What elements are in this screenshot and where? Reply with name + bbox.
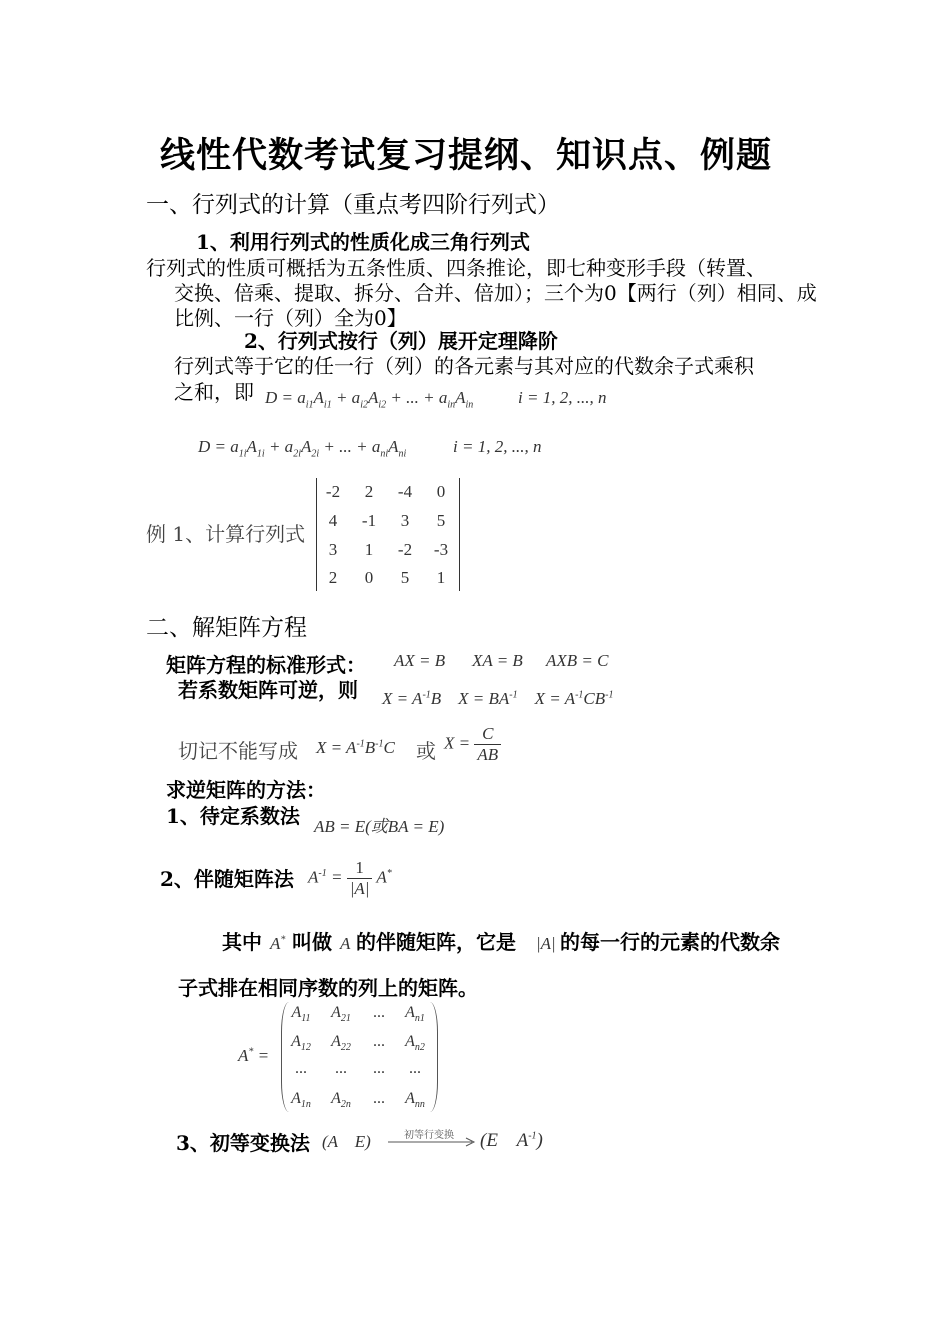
adjugate-desc-3: 的伴随矩阵，它是 bbox=[356, 930, 516, 954]
invertible-label: 若系数矩阵可逆，则 bbox=[178, 678, 358, 702]
det-cell: 0 bbox=[364, 568, 374, 587]
det-cell: -1 bbox=[361, 511, 377, 530]
det-cell: 4 bbox=[328, 511, 338, 530]
example1-label: 例 1、计算行列式 bbox=[146, 522, 306, 546]
det-cell: -4 bbox=[397, 482, 413, 501]
inverse-methods-label: 求逆矩阵的方法： bbox=[166, 778, 326, 802]
det-cell: 2 bbox=[328, 568, 338, 587]
det-a-symbol: |A| bbox=[536, 934, 556, 953]
column-expansion-index: i = 1, 2, ..., n bbox=[453, 437, 542, 456]
matrix-cell: $A_{2n}$ bbox=[331, 1090, 351, 1111]
det-cell: 3 bbox=[400, 511, 410, 530]
det-cell: -2 bbox=[325, 482, 341, 501]
det-cell: 1 bbox=[436, 568, 446, 587]
matrix-cell: ... bbox=[373, 1090, 385, 1107]
det-cell: 5 bbox=[436, 511, 446, 530]
warning-label: 切记不能写成 bbox=[178, 739, 298, 763]
method2-formula: $A^{-1}$ = $\frac{1}{|A|}$ A* bbox=[308, 858, 392, 898]
row-expansion-index: i = 1, 2, ..., n bbox=[518, 388, 607, 407]
method1-label: 1、待定系数法 bbox=[166, 804, 300, 828]
adjugate-matrix-label: A* = bbox=[238, 1046, 270, 1065]
page-title: 线性代数考试复习提纲、知识点、例题 bbox=[160, 135, 773, 176]
adjugate-symbol: A* bbox=[270, 934, 286, 953]
matrix-cell: $A_{12}$ bbox=[291, 1033, 311, 1054]
matrix-cell: $A_{nn}$ bbox=[405, 1090, 425, 1111]
det-cell: -3 bbox=[433, 540, 449, 559]
row-expansion-formula: $D = a_{i1}A_{i1} + a_{i2}A_{i2}$ + ... + $a_{in}A_{in}$ bbox=[265, 388, 474, 411]
standard-form-2: XA = B bbox=[472, 651, 523, 670]
section1-sub2: 2、行列式按行（列）展开定理降阶 bbox=[244, 329, 558, 353]
matrix-cell: $A_{21}$ bbox=[331, 1004, 351, 1025]
matrix-cell: ... bbox=[295, 1060, 307, 1077]
adjugate-desc-2: 叫做 bbox=[292, 930, 332, 954]
section2-heading: 二、解矩阵方程 bbox=[146, 615, 307, 641]
elementary-row-transform-arrow bbox=[376, 1126, 476, 1150]
matrix-cell: ... bbox=[373, 1004, 385, 1021]
warning-wrong-2: X = $\frac{C}{AB}$ bbox=[444, 724, 501, 765]
warning-or: 或 bbox=[416, 739, 436, 763]
matrix-cell: ... bbox=[373, 1060, 385, 1077]
method3-left-matrix: (A E) bbox=[322, 1132, 371, 1151]
det-cell: 2 bbox=[364, 482, 374, 501]
section1-para2-line1: 行列式等于它的任一行（列）的各元素与其对应的代数余子式乘积 bbox=[174, 354, 754, 378]
matrix-cell: $A_{n1}$ bbox=[405, 1004, 425, 1025]
adjugate-matrix bbox=[281, 1002, 438, 1112]
adjugate-desc-4: 的每一行的元素的代数余 bbox=[560, 930, 780, 954]
adjugate-desc-1: 其中 bbox=[222, 930, 262, 954]
section1-para2-line2: 之和，即 bbox=[174, 380, 254, 404]
section1-para1-line1: 行列式的性质可概括为五条性质、四条推论，即七种变形手段（转置、 bbox=[146, 256, 766, 280]
invertible-solutions: $X = A^{-1}B$ $X = BA^{-1}$ $X = A^{-1}CB^{-1}$ bbox=[382, 689, 614, 708]
method2-label: 2、伴随矩阵法 bbox=[160, 867, 294, 891]
section1-para1-line3: 比例、一行（列）全为0】 bbox=[174, 306, 407, 330]
matrix-a-symbol: A bbox=[340, 934, 351, 953]
matrix-cell: ... bbox=[335, 1060, 347, 1077]
matrix-cell: $A_{1n}$ bbox=[291, 1090, 311, 1111]
standard-form-1: AX = B bbox=[394, 651, 446, 670]
det-cell: 5 bbox=[400, 568, 410, 587]
arrow-icon bbox=[388, 1136, 478, 1148]
matrix-cell: $A_{22}$ bbox=[331, 1033, 351, 1054]
method3-right-matrix: (E $A^{-1}$) bbox=[480, 1130, 543, 1151]
matrix-cell: ... bbox=[409, 1060, 421, 1077]
warning-wrong-1: $X = A^{-1}B^{-1}C$ bbox=[316, 738, 395, 757]
method3-label: 3、初等变换法 bbox=[176, 1131, 310, 1155]
determinant bbox=[316, 478, 460, 591]
matrix-cell: ... bbox=[373, 1033, 385, 1050]
adjugate-desc-line2: 子式排在相同序数的列上的矩阵。 bbox=[178, 976, 478, 1000]
det-cell: 0 bbox=[436, 482, 446, 501]
standard-form-3: AXB = C bbox=[546, 651, 609, 670]
det-cell: -2 bbox=[397, 540, 413, 559]
det-cell: 3 bbox=[328, 540, 338, 559]
standard-form-label: 矩阵方程的标准形式： bbox=[166, 653, 366, 677]
matrix-cell: $A_{11}$ bbox=[291, 1004, 311, 1025]
arrow-label: 初等行变换 bbox=[404, 1130, 454, 1141]
det-cell: 1 bbox=[364, 540, 374, 559]
method1-formula: AB = E(或BA = E) bbox=[314, 817, 445, 836]
matrix-cell: $A_{n2}$ bbox=[405, 1033, 425, 1054]
column-expansion-formula: $D = a_{1i}A_{1i} + a_{2i}A_{2i}$ + ... + $a_{ni}A_{ni}$ bbox=[198, 437, 407, 460]
section1-heading: 一、行列式的计算（重点考四阶行列式） bbox=[146, 192, 560, 218]
section1-para1-line2: 交换、倍乘、提取、拆分、合并、倍加）；三个为0【两行（列）相同、成 bbox=[174, 281, 817, 305]
section1-sub1: 1、利用行列式的性质化成三角行列式 bbox=[196, 230, 530, 254]
